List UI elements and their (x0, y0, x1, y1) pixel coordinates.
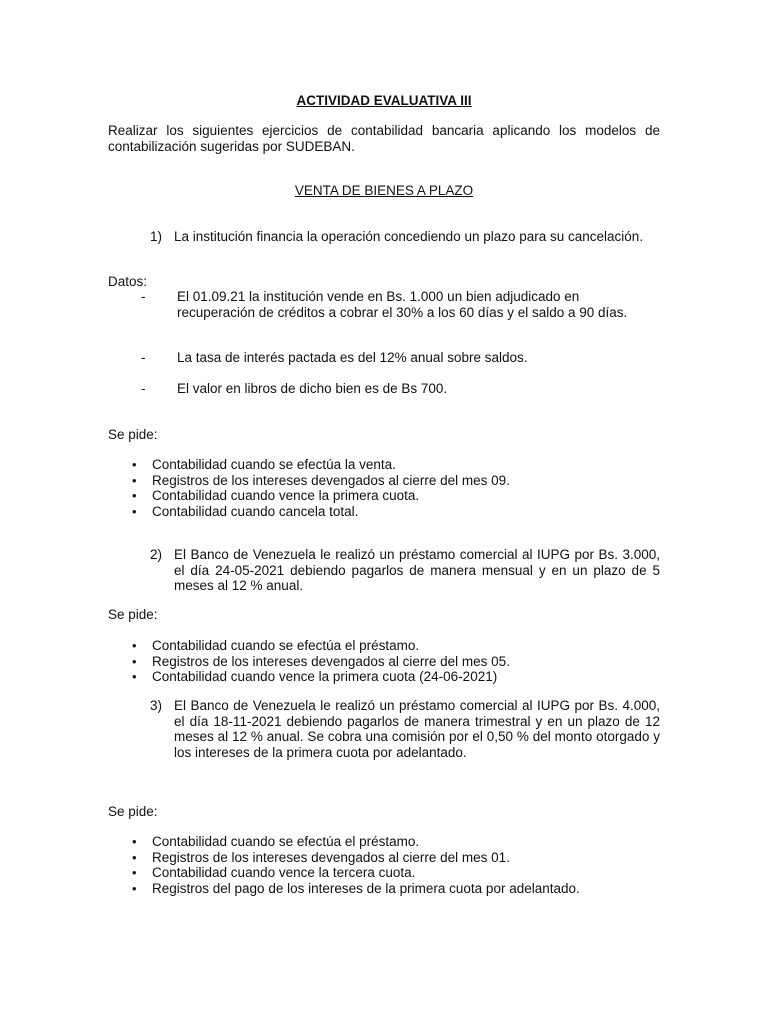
bullet-icon: • (132, 834, 137, 849)
exercise-3-statement (150, 698, 660, 760)
datos-item-text: La tasa de interés pactada es del 12% anual sobre saldos. (177, 350, 528, 365)
datos-list-3 (141, 381, 641, 397)
task-item (130, 488, 660, 504)
task-text: Contabilidad cuando se efectúa el préstamo. (152, 834, 420, 849)
exercise-text: La institución financia la operación concediendo un plazo para su cancelación. (174, 229, 644, 244)
exercise-number: 1) (150, 229, 163, 244)
task-text: Registros de los intereses devengados al cierre del mes 05. (152, 653, 510, 669)
task-item (130, 850, 660, 866)
task-item (130, 504, 660, 520)
exercise-2-statement (150, 547, 660, 594)
exercise-1-statement (150, 229, 660, 245)
datos-item (141, 289, 641, 320)
se-pide-label: Se pide: (108, 607, 158, 622)
dash-marker: - (141, 381, 146, 396)
dash-marker: - (141, 350, 146, 365)
datos-item-text: El valor en libros de dicho bien es de Bs 700. (177, 381, 448, 396)
exercise-number: 2) (150, 547, 163, 562)
exercise-number: 3) (150, 698, 163, 713)
bullet-icon: • (132, 503, 137, 519)
se-pide-label: Se pide: (108, 427, 158, 442)
task-text: Contabilidad cuando cancela total. (152, 503, 359, 519)
task-item (130, 865, 660, 881)
task-text: Registros de los intereses devengados al cierre del mes 09. (152, 472, 510, 488)
exercise-text: El Banco de Venezuela le realizó un préstamo comercial al IUPG por Bs. 4.000, el día 18-11-2021 debiendo pagarlos de manera trimestral y en un plazo de 12 meses al 12 % anual. Se cobra una comisión por el 0,50 % del monto otorgado y los intereses de la primera cuota por adelantado. (174, 698, 660, 760)
task-item (130, 638, 660, 654)
datos-list (141, 289, 641, 320)
datos-label: Datos: (108, 274, 148, 289)
exercise-2-tasks (130, 638, 660, 685)
datos-item (141, 381, 641, 397)
bullet-icon: • (132, 638, 137, 653)
intro-paragraph: Realizar los siguientes ejercicios de contabilidad bancaria aplicando los modelos de contabilización sugeridas por SUDEBAN. (108, 123, 660, 154)
task-text: Contabilidad cuando se efectúa el préstamo. (152, 638, 420, 653)
exercise-1 (150, 229, 660, 245)
bullet-icon: • (132, 880, 137, 896)
task-item (130, 834, 660, 850)
bullet-icon: • (132, 865, 137, 880)
section-title: VENTA DE BIENES A PLAZO (294, 183, 474, 198)
task-text: Contabilidad cuando vence la tercera cuota. (152, 865, 416, 880)
datos-list-2 (141, 350, 641, 366)
exercise-2 (150, 547, 660, 594)
task-text: Registros del pago de los intereses de la primera cuota por adelantado. (152, 880, 580, 896)
exercise-3 (150, 698, 660, 760)
task-item (130, 669, 660, 685)
task-item (130, 457, 660, 473)
document-title: ACTIVIDAD EVALUATIVA III (296, 93, 472, 108)
task-text: Contabilidad cuando se efectúa la venta. (152, 457, 396, 472)
datos-item-text: El 01.09.21 la institución vende en Bs. 1.000 un bien adjudicado en recuperación de créditos a cobrar el 30% a los 60 días y el saldo a 90 días. (177, 289, 628, 320)
task-text: Contabilidad cuando vence la primera cuota (24-06-2021) (152, 669, 498, 684)
bullet-icon: • (132, 669, 137, 684)
bullet-icon: • (132, 849, 137, 865)
task-item (130, 473, 660, 489)
dash-marker: - (141, 289, 146, 304)
se-pide-label: Se pide: (108, 804, 158, 819)
exercise-3-tasks (130, 834, 660, 896)
task-text: Contabilidad cuando vence la primera cuota. (152, 488, 420, 503)
task-item (130, 654, 660, 670)
bullet-icon: • (132, 457, 137, 472)
task-item (130, 881, 660, 897)
exercise-1-tasks (130, 457, 660, 519)
datos-item (141, 350, 641, 366)
bullet-icon: • (132, 488, 137, 503)
task-text: Registros de los intereses devengados al cierre del mes 01. (152, 849, 510, 865)
bullet-icon: • (132, 472, 137, 488)
exercise-text: El Banco de Venezuela le realizó un préstamo comercial al IUPG por Bs. 3.000, el día 24-05-2021 debiendo pagarlos de manera mensual y en un plazo de 5 meses al 12 % anual. (174, 547, 660, 593)
bullet-icon: • (132, 653, 137, 669)
